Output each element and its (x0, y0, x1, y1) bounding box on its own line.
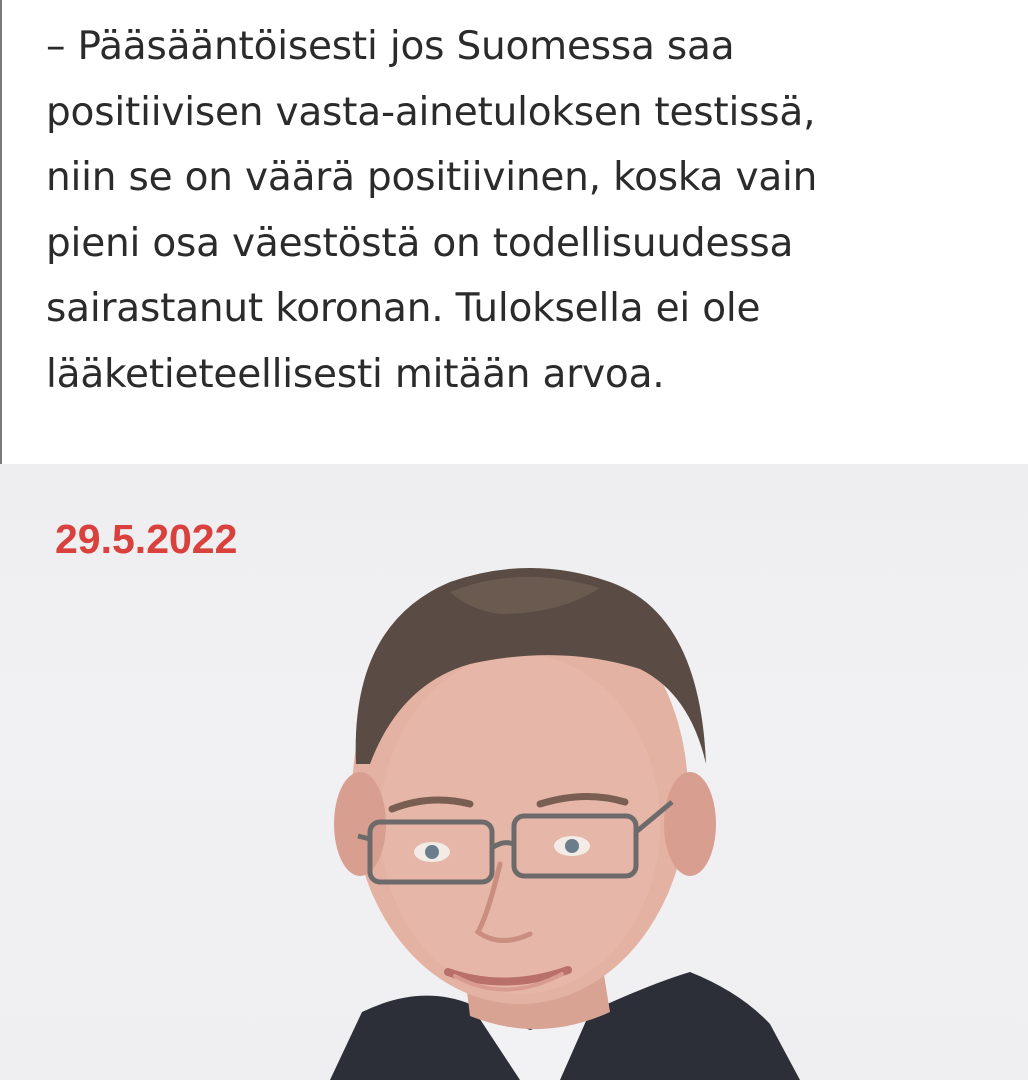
article-quote-text: – Pääsääntöisesti jos Suomessa saa positiivisen vasta-ainetuloksen testissä, niin se on väärä positiivinen, koska vain pieni osa väestöstä on todellisuudessa sairastanut koronan. Tuloksella ei ole lääketieteellisesti mitään arvoa. (46, 24, 818, 397)
article-quote-block (0, 0, 1028, 464)
date-stamp: 29.5.2022 (55, 516, 238, 562)
